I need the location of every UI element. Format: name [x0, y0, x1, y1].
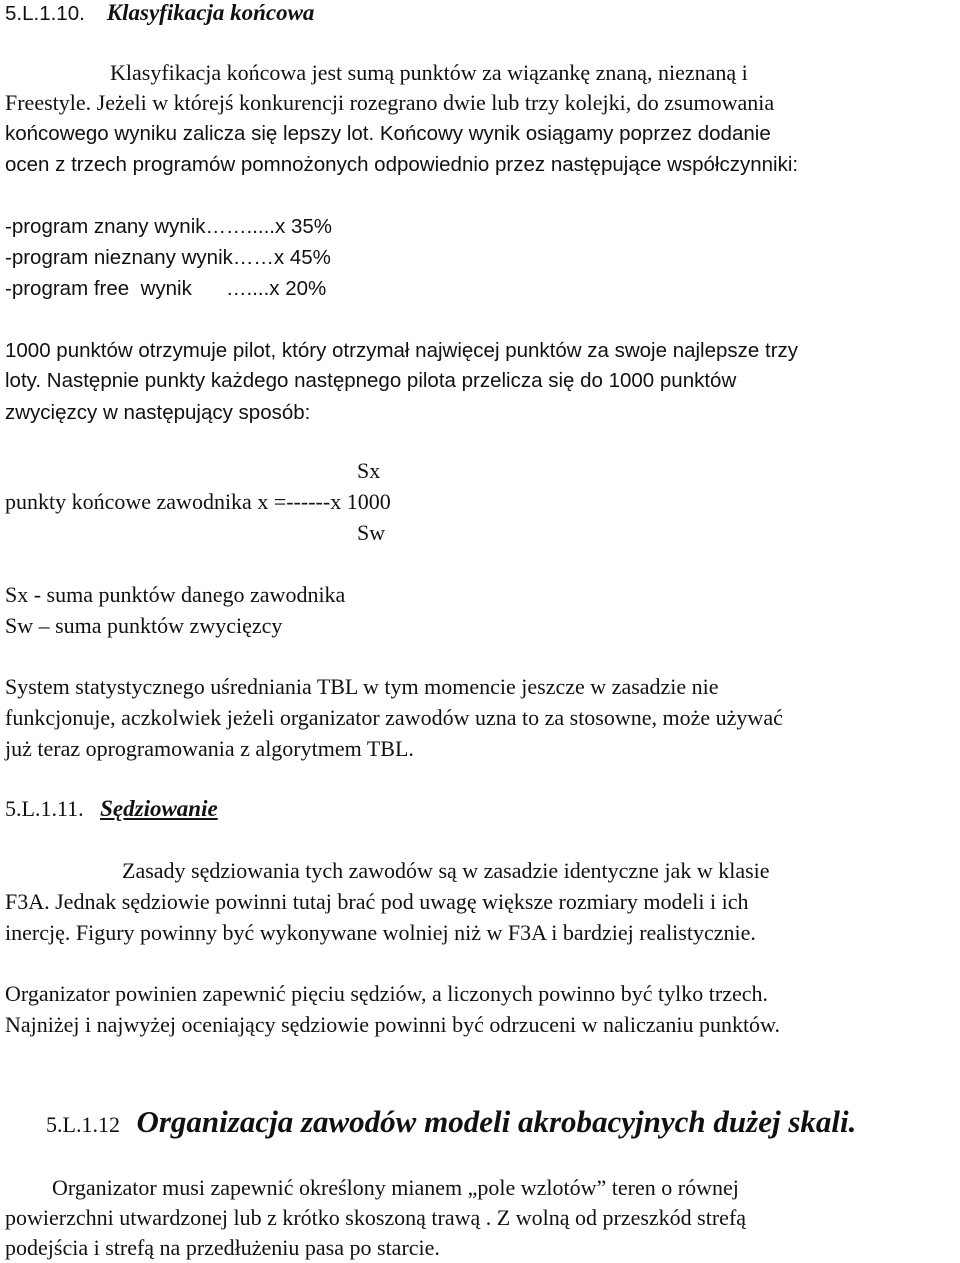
- formula-main: punkty końcowe zawodnika x =------x 1000: [5, 489, 391, 514]
- section-title: Organizacja zawodów modeli akrobacyjnych dużej skali.: [136, 1104, 857, 1139]
- paragraph-line: Najniżej i najwyżej oceniający sędziowie powinni być odrzuceni w naliczaniu punktów.: [5, 1012, 781, 1037]
- section-title: Sędziowanie: [100, 796, 218, 821]
- paragraph-line: Klasyfikacja końcowa jest sumą punktów za wiązankę znaną, nieznaną i: [110, 60, 748, 85]
- paragraph-line: 1000 punktów otrzymuje pilot, który otrzymał najwięcej punktów za swoje najlepsze trzy: [5, 339, 799, 362]
- paragraph-line: loty. Następnie punkty każdego następnego pilota przelicza się do 1000 punktów: [5, 369, 737, 392]
- section-number: 5.L.1.10.: [5, 2, 85, 25]
- paragraph-line: ocen z trzech programów pomnożonych odpowiednio przez następujące współczynniki:: [5, 153, 799, 176]
- section-number: 5.L.1.12: [46, 1112, 120, 1137]
- paragraph-line: podejścia i strefą na przedłużeniu pasa po starcie.: [5, 1235, 440, 1260]
- list-item: -program nieznany wynik……x 45%: [5, 246, 331, 269]
- section-heading-1011: [5, 794, 218, 824]
- paragraph-line: powierzchni utwardzonej lub z krótko skoszoną trawą . Z wolną od przeszkód strefą: [5, 1205, 747, 1230]
- definition-line: Sw – suma punktów zwycięzcy: [5, 613, 283, 638]
- paragraph-line: Freestyle. Jeżeli w którejś konkurencji rozegrano dwie lub trzy kolejki, do zsumowania: [5, 90, 775, 115]
- paragraph-line: Organizator musi zapewnić określony mianem „pole wzlotów” teren o równej: [52, 1175, 739, 1200]
- list-item: -program free wynik …....x 20%: [5, 277, 327, 300]
- paragraph-line: już teraz oprogramowania z algorytmem TBL.: [5, 736, 414, 761]
- paragraph-line: System statystycznego uśredniania TBL w tym momencie jeszcze w zasadzie nie: [5, 674, 719, 699]
- paragraph-line: inercję. Figury powinny być wykonywane wolniej niż w F3A i bardziej realistycznie.: [5, 920, 756, 945]
- paragraph-line: końcowego wyniku zalicza się lepszy lot. Końcowy wynik osiągamy poprzez dodanie: [5, 122, 771, 145]
- paragraph-line: Organizator powinien zapewnić pięciu sędziów, a liczonych powinno być tylko trzech.: [5, 981, 769, 1006]
- section-heading-1012: [46, 1102, 856, 1145]
- section-title: Klasyfikacja końcowa: [106, 0, 315, 25]
- section-number: 5.L.1.11.: [5, 796, 84, 821]
- paragraph-line: Zasady sędziowania tych zawodów są w zasadzie identyczne jak w klasie: [122, 858, 770, 883]
- list-item: -program znany wynik…….....x 35%: [5, 215, 332, 238]
- formula-denominator: Sw: [357, 520, 386, 545]
- formula-numerator: Sx: [357, 458, 381, 483]
- paragraph-line: zwycięzcy w następujący sposób:: [5, 401, 311, 424]
- section-heading-1010: [5, 0, 314, 29]
- paragraph-line: funkcjonuje, aczkolwiek jeżeli organizator zawodów uzna to za stosowne, może używać: [5, 705, 783, 730]
- paragraph-line: F3A. Jednak sędziowie powinni tutaj brać pod uwagę większe rozmiary modeli i ich: [5, 889, 749, 914]
- definition-line: Sx - suma punktów danego zawodnika: [5, 582, 346, 607]
